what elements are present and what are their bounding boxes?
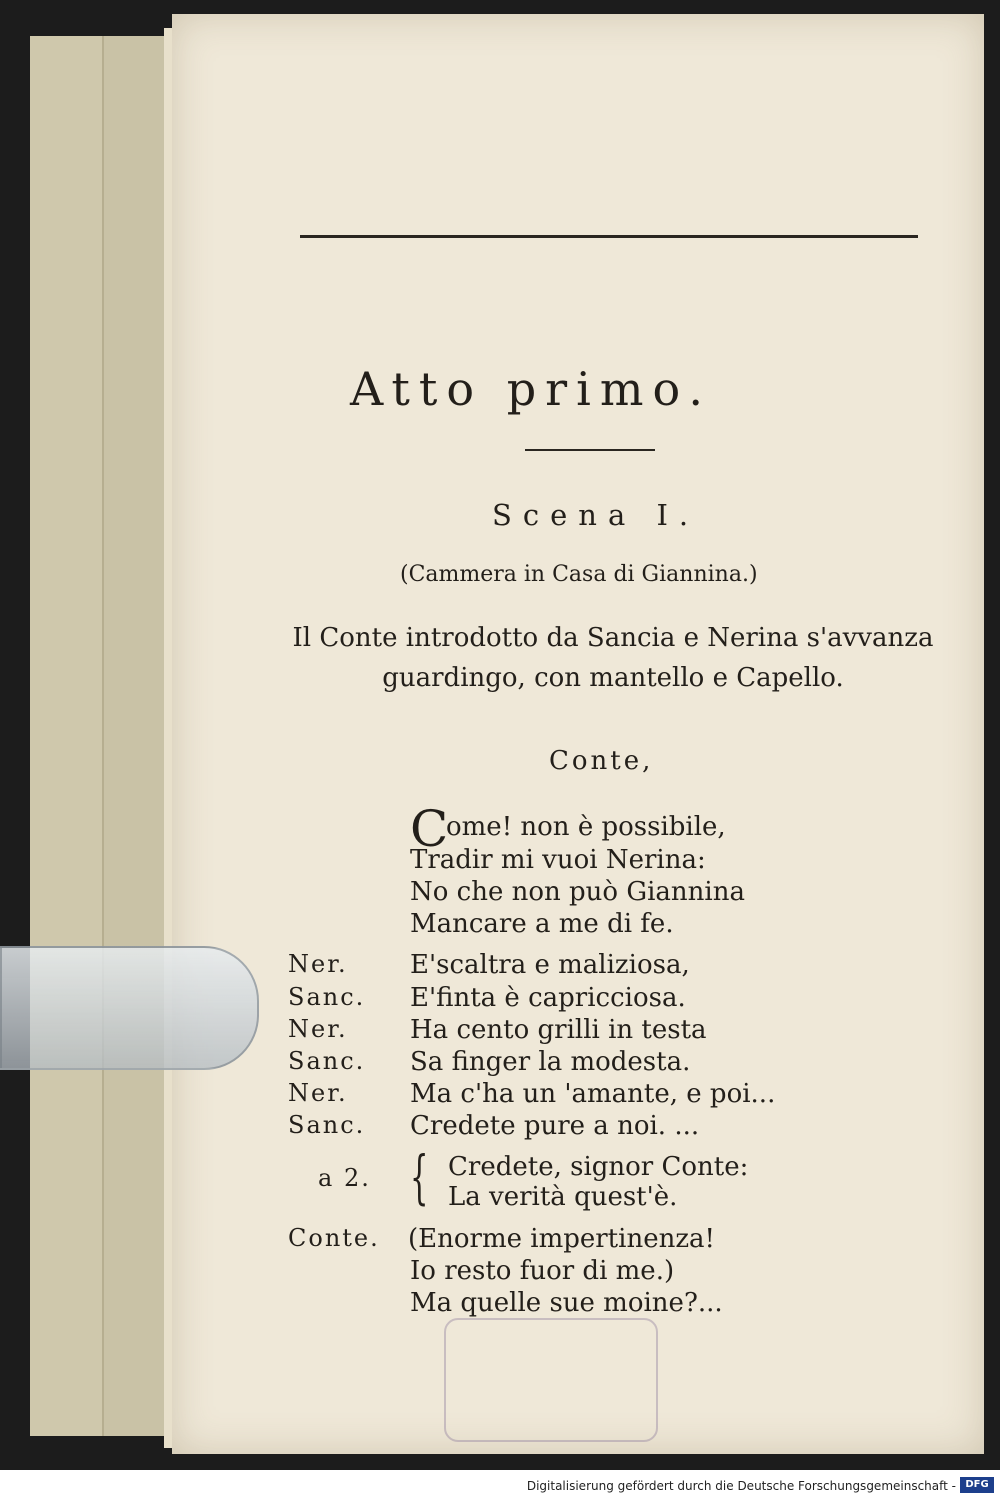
verse-line: No che non può Giannina (410, 877, 745, 907)
duet-label: a 2. (318, 1164, 371, 1192)
speaker-label: Ner. (288, 1015, 348, 1043)
title-rule (525, 449, 655, 451)
dialogue-line: Sa finger la modesta. (410, 1047, 691, 1077)
speaker-label: Sanc. (288, 1047, 366, 1075)
speaker-label: Conte. (288, 1224, 380, 1252)
brace-glyph: { (410, 1143, 429, 1211)
dialogue-line: Ma quelle sue moine?... (410, 1288, 723, 1318)
dialogue-line: (Enorme impertinenza! (408, 1224, 715, 1254)
footer-bar (0, 1470, 1000, 1502)
stage-direction: Il Conte introdotto da Sancia e Nerina s'avvanza guardingo, con mantello e Capello. (292, 623, 934, 693)
duet-line: La verità quest'è. (448, 1182, 678, 1212)
verse-line: Tradir mi vuoi Nerina: (410, 845, 706, 875)
library-stamp (444, 1318, 658, 1442)
dialogue-line: Ha cento grilli in testa (410, 1015, 707, 1045)
drop-cap: C (410, 800, 449, 858)
speaker-label: Sanc. (288, 983, 366, 1011)
verse-line: Mancare a me di fe. (410, 909, 674, 939)
act-title: Atto primo. (350, 362, 712, 416)
cover-board (30, 36, 102, 1436)
funding-credit: Digitalisierung gefördert durch die Deutsche Forschungsgemeinschaft - (526, 1479, 956, 1493)
speaker-label: Ner. (288, 1079, 348, 1107)
dialogue-line: Io resto fuor di me.) (410, 1256, 675, 1286)
dialogue-line: E'finta è capricciosa. (410, 983, 686, 1013)
duet-line: Credete, signor Conte: (448, 1152, 749, 1182)
speaker-label: Sanc. (288, 1111, 366, 1139)
scene-setting: (Cammera in Casa di Giannina.) (400, 562, 758, 587)
cover-board-inner (102, 36, 166, 1436)
dialogue-line: Credete pure a noi. ... (410, 1111, 700, 1141)
dialogue-line: E'scaltra e maliziosa, (410, 950, 690, 980)
speaker-label: Ner. (288, 950, 348, 978)
header-rule (300, 235, 918, 238)
page-clip (0, 946, 259, 1070)
verse-line: ome! non è possibile, (446, 812, 726, 842)
dialogue-line: Ma c'ha un 'amante, e poi... (410, 1079, 776, 1109)
dfg-logo-icon: DFG (960, 1477, 994, 1493)
scene-heading: Scena I. (492, 498, 700, 532)
speaker-heading: Conte, (549, 746, 654, 776)
